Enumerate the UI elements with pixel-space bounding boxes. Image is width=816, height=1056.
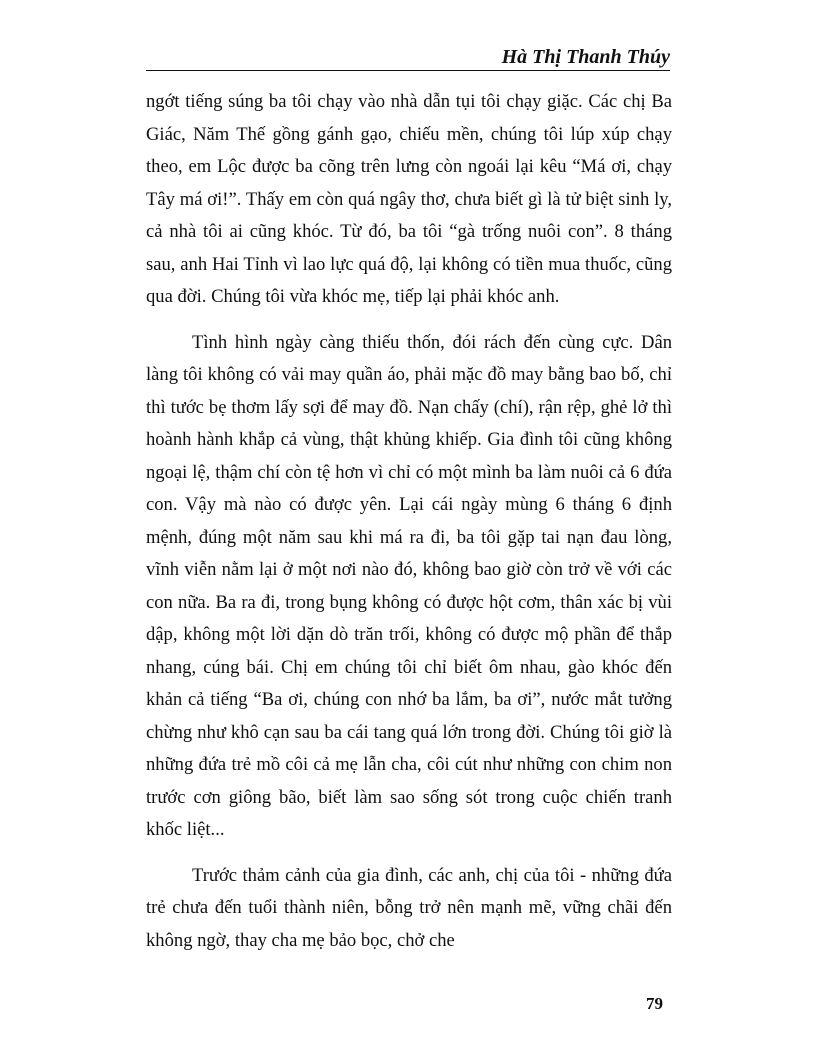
- paragraph: Trước thảm cảnh của gia đình, các anh, chị của tôi - những đứa trẻ chưa đến tuổi thành niên, bỗng trở nên mạnh mẽ, vững chãi đến không ngờ, thay cha mẹ bảo bọc, chở che: [146, 864, 672, 951]
- running-header: [146, 44, 670, 71]
- header-author-name: Hà Thị Thanh Thúy: [501, 46, 670, 68]
- paragraph-continued: ngớt tiếng súng ba tôi chạy vào nhà dẫn tụi tôi chạy giặc. Các chị Ba Giác, Năm Thế gồng gánh gạo, chiếu mền, chúng tôi lúp xúp chạy theo, em Lộc được ba cõng trên lưng còn ngoái lại kêu “Má ơi, chạy Tây má ơi!”. Thấy em còn quá ngây thơ, chưa biết gì là tử biệt sinh ly, cả nhà tôi ai cũng khóc. Từ đó, ba tôi “gà trống nuôi con”. 8 tháng sau, anh Hai Tỉnh vì lao lực quá độ, lại không có tiền mua thuốc, cũng qua đời. Chúng tôi vừa khóc mẹ, tiếp lại phải khóc anh.: [146, 91, 672, 307]
- body-text: [146, 86, 672, 957]
- paragraph: Tình hình ngày càng thiếu thốn, đói rách đến cùng cực. Dân làng tôi không có vải may quần áo, phải mặc đồ may bằng bao bố, chỉ thì tước bẹ thơm lấy sợi để may đồ. Nạn chấy (chí), rận rệp, ghẻ lở thì hoành hành khắp cả vùng, thật khủng khiếp. Gia đình tôi cũng không ngoại lệ, thậm chí còn tệ hơn vì chỉ có một mình ba làm nuôi cả 6 đứa con. Vậy mà nào có được yên. Lại cái ngày mùng 6 tháng 6 định mệnh, đúng một năm sau khi má ra đi, ba tôi gặp tai nạn đau lòng, vĩnh viễn nằm lại ở một nơi nào đó, không bao giờ còn trở về với các con nữa. Ba ra đi, trong bụng không có được hột cơm, thân xác bị vùi dập, không một lời dặn dò trăn trối, không có được mộ phần để thắp nhang, cúng bái. Chị em chúng tôi chỉ biết ôm nhau, gào khóc đến khản cả tiếng “Ba ơi, chúng con nhớ ba lắm, ba ơi”, nước mắt tưởng chừng như khô cạn sau ba cái tang quá lớn trong đời. Chúng tôi giờ là những đứa trẻ mồ côi cả mẹ lẫn cha, côi cút như những con chim non trước cơn giông bão, biết làm sao sống sót trong cuộc chiến tranh khốc liệt...: [146, 331, 672, 840]
- page-number: 79: [646, 994, 663, 1013]
